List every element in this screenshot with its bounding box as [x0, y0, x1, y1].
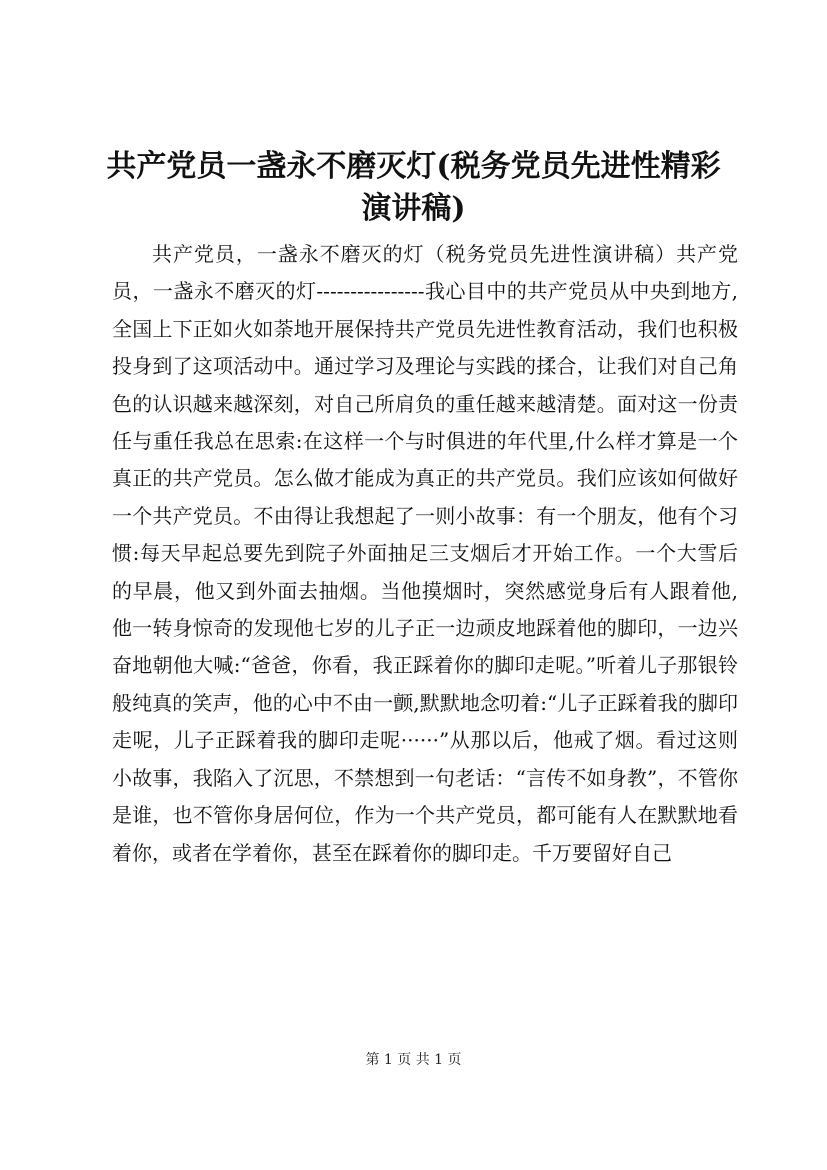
document-body: 共产党员，一盏永不磨灭的灯（税务党员先进性演讲稿）共产党员，一盏永不磨灭的灯----------------我心目中的共产党员从中央到地方,全国上下正如火如荼地开展保持共产党员先进性教育活动，我们也积极投身到了这项活动中。通过学习及理论与实践的揉合，让我们对自己角色的认识越来越深刻，对自己所肩负的重任越来越清楚。面对这一份责任与重任我总在思索:在这样一个与时俱进的年代里,什么样才算是一个真正的共产党员。怎么做才能成为真正的共产党员。我们应该如何做好一个共产党员。不由得让我想起了一则小故事：有一个朋友，他有个习惯:每天早起总要先到院子外面抽足三支烟后才开始工作。一个大雪后的早晨，他又到外面去抽烟。当他摸烟时，突然感觉身后有人跟着他,他一转身惊奇的发现他七岁的儿子正一边顽皮地踩着他的脚印，一边兴奋地朝他大喊:“爸爸，你看，我正踩着你的脚印走呢。”听着儿子那银铃般纯真的笑声，他的心中不由一颤,默默地念叨着:“儿子正踩着我的脚印走呢，儿子正踩着我的脚印走呢······”从那以后，他戒了烟。看过这则小故事，我陷入了沉思，不禁想到一句老话：“言传不如身教”，不管你是谁，也不管你身居何位，作为一个共产党员，都可能有人在默默地看着你，或者在学着你，甚至在踩着你的脚印走。千万要留好自己 — [112, 242, 738, 865]
document-title: 共产党员一盏永不磨灭灯(税务党员先进性精彩演讲稿) — [106, 149, 721, 226]
page-footer: 第 1 页 共 1 页 — [365, 1052, 462, 1068]
